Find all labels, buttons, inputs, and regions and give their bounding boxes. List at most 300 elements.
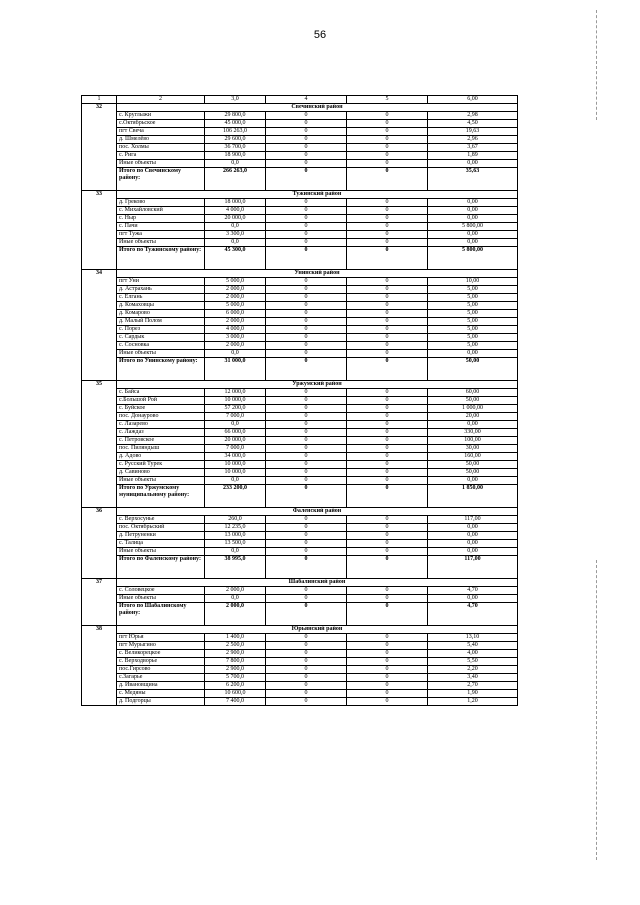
value-cell: 50,00 xyxy=(428,397,518,405)
value-cell: 0 xyxy=(347,516,428,524)
total-value: 38 995,0 xyxy=(205,556,266,579)
table-row xyxy=(82,634,518,642)
value-cell: 0 xyxy=(266,477,347,485)
table-row xyxy=(82,152,518,160)
value-cell: 5,00 xyxy=(428,326,518,334)
value-cell: 0 xyxy=(266,160,347,168)
district-number: 37 xyxy=(82,579,117,626)
settlement-name: с. Пачи xyxy=(117,223,205,231)
total-value: 31 000,0 xyxy=(205,358,266,381)
value-cell: 0 xyxy=(266,540,347,548)
table-row xyxy=(82,334,518,342)
value-cell: 0 xyxy=(347,239,428,247)
value-cell: 5,00 xyxy=(428,302,518,310)
total-value: 0 xyxy=(347,168,428,191)
value-cell: 0 xyxy=(266,302,347,310)
value-cell: 0 xyxy=(347,642,428,650)
settlement-name: с. Медяны xyxy=(117,690,205,698)
value-cell: 30,00 xyxy=(428,445,518,453)
value-cell: 13 000,0 xyxy=(205,532,266,540)
value-cell: 0 xyxy=(347,587,428,595)
table-row xyxy=(82,215,518,223)
district-name: Шабалинский район xyxy=(117,579,518,587)
value-cell: 1 400,0 xyxy=(205,634,266,642)
settlement-name: д. Подгорцы xyxy=(117,698,205,706)
value-cell: 0 xyxy=(266,278,347,286)
total-value: 2 000,0 xyxy=(205,603,266,626)
table-row xyxy=(82,350,518,358)
settlement-name: с. Сосновка xyxy=(117,342,205,350)
table-row xyxy=(82,136,518,144)
value-cell: 0,00 xyxy=(428,231,518,239)
table-row xyxy=(82,128,518,136)
value-cell: 3,40 xyxy=(428,674,518,682)
value-cell: 0 xyxy=(347,453,428,461)
value-cell: 34 000,0 xyxy=(205,453,266,461)
table-row xyxy=(82,445,518,453)
value-cell: 1,20 xyxy=(428,698,518,706)
value-cell: 0 xyxy=(347,286,428,294)
value-cell: 5,00 xyxy=(428,334,518,342)
table-row xyxy=(82,650,518,658)
total-label: Итого по Фаленскому району: xyxy=(117,556,205,579)
value-cell: 0 xyxy=(266,128,347,136)
district-name: Юрьянский район xyxy=(117,626,518,634)
district-header-row xyxy=(82,191,518,199)
value-cell: 2,20 xyxy=(428,666,518,674)
value-cell: 0 xyxy=(347,397,428,405)
district-header-row xyxy=(82,381,518,389)
table-row xyxy=(82,642,518,650)
value-cell: 1,90 xyxy=(428,690,518,698)
value-cell: 0 xyxy=(347,389,428,397)
table-row xyxy=(82,286,518,294)
value-cell: 5,40 xyxy=(428,642,518,650)
total-value: 0 xyxy=(266,556,347,579)
value-cell: 2,96 xyxy=(428,136,518,144)
value-cell: 0 xyxy=(347,160,428,168)
table-row xyxy=(82,587,518,595)
district-total-row xyxy=(82,247,518,270)
value-cell: 2 500,0 xyxy=(205,642,266,650)
column-header: 2 xyxy=(117,96,205,104)
table-row xyxy=(82,548,518,556)
total-value: 0 xyxy=(266,485,347,508)
value-cell: 0 xyxy=(266,231,347,239)
settlement-name: Иные объекты xyxy=(117,477,205,485)
value-cell: 0,00 xyxy=(428,540,518,548)
total-label: Итого по Уржумскому муниципальному району: xyxy=(117,485,205,508)
value-cell: 4,50 xyxy=(428,120,518,128)
value-cell: 0 xyxy=(347,342,428,350)
district-objects-table xyxy=(81,95,518,706)
value-cell: 20 000,0 xyxy=(205,437,266,445)
table-row xyxy=(82,532,518,540)
total-label: Итого по Шабалинскому району: xyxy=(117,603,205,626)
value-cell: 0 xyxy=(347,469,428,477)
settlement-name: д. Савиново xyxy=(117,469,205,477)
table-row xyxy=(82,318,518,326)
value-cell: 2,98 xyxy=(428,112,518,120)
settlement-name: пос. Октябрьский xyxy=(117,524,205,532)
value-cell: 0 xyxy=(266,682,347,690)
value-cell: 160,00 xyxy=(428,453,518,461)
total-value: 5 800,00 xyxy=(428,247,518,270)
value-cell: 20,00 xyxy=(428,413,518,421)
table-row xyxy=(82,397,518,405)
total-label: Итого по Тужинскому району: xyxy=(117,247,205,270)
value-cell: 10,00 xyxy=(428,278,518,286)
value-cell: 3,67 xyxy=(428,144,518,152)
value-cell: 0,00 xyxy=(428,548,518,556)
value-cell: 0 xyxy=(347,595,428,603)
value-cell: 0 xyxy=(266,413,347,421)
value-cell: 0 xyxy=(266,595,347,603)
district-total-row xyxy=(82,603,518,626)
page-number: 56 xyxy=(313,29,327,41)
total-value: 233 200,0 xyxy=(205,485,266,508)
district-number: 34 xyxy=(82,270,117,381)
settlement-name: пос. Холмы xyxy=(117,144,205,152)
value-cell: 18 900,0 xyxy=(205,152,266,160)
district-name: Тужинский район xyxy=(117,191,518,199)
total-value: 0 xyxy=(266,247,347,270)
value-cell: 0 xyxy=(347,477,428,485)
value-cell: 4 000,0 xyxy=(205,326,266,334)
table-row xyxy=(82,199,518,207)
table-row xyxy=(82,540,518,548)
value-cell: 0 xyxy=(266,658,347,666)
value-cell: 5,50 xyxy=(428,658,518,666)
district-number: 38 xyxy=(82,626,117,706)
value-cell: 2 000,0 xyxy=(205,587,266,595)
settlement-name: д. Адово xyxy=(117,453,205,461)
value-cell: 12 235,0 xyxy=(205,524,266,532)
value-cell: 0 xyxy=(266,342,347,350)
value-cell: 0 xyxy=(347,318,428,326)
table-row xyxy=(82,666,518,674)
value-cell: 7 400,0 xyxy=(205,698,266,706)
value-cell: 0,00 xyxy=(428,199,518,207)
value-cell: 0,0 xyxy=(205,350,266,358)
value-cell: 0 xyxy=(347,461,428,469)
table-row xyxy=(82,658,518,666)
value-cell: 0 xyxy=(347,302,428,310)
value-cell: 0,0 xyxy=(205,160,266,168)
value-cell: 0 xyxy=(347,548,428,556)
total-value: 45 300,0 xyxy=(205,247,266,270)
value-cell: 0,0 xyxy=(205,595,266,603)
column-number-row xyxy=(82,96,518,104)
district-header-row xyxy=(82,270,518,278)
value-cell: 0 xyxy=(266,389,347,397)
value-cell: 0 xyxy=(266,318,347,326)
district-total-row xyxy=(82,485,518,508)
value-cell: 0,00 xyxy=(428,477,518,485)
settlement-name: с. Лазарево xyxy=(117,421,205,429)
table-row xyxy=(82,698,518,706)
settlement-name: с. Петровское xyxy=(117,437,205,445)
total-value: 0 xyxy=(266,358,347,381)
district-header-row xyxy=(82,508,518,516)
value-cell: 0 xyxy=(347,532,428,540)
value-cell: 0 xyxy=(266,437,347,445)
column-header: 6,00 xyxy=(428,96,518,104)
settlement-name: д. Комаховцы xyxy=(117,302,205,310)
settlement-name: с. Ныр xyxy=(117,215,205,223)
value-cell: 0 xyxy=(347,310,428,318)
value-cell: 0,00 xyxy=(428,595,518,603)
value-cell: 0 xyxy=(347,199,428,207)
value-cell: 0 xyxy=(347,215,428,223)
total-value: 266 263,0 xyxy=(205,168,266,191)
total-label: Итого по Унинскому району: xyxy=(117,358,205,381)
value-cell: 0 xyxy=(347,437,428,445)
value-cell: 1,89 xyxy=(428,152,518,160)
district-name: Фаленский район xyxy=(117,508,518,516)
settlement-name: Иные объекты xyxy=(117,595,205,603)
settlement-name: с.Большой Рой xyxy=(117,397,205,405)
value-cell: 0 xyxy=(266,144,347,152)
value-cell: 20 000,0 xyxy=(205,215,266,223)
table-row xyxy=(82,112,518,120)
table-row xyxy=(82,342,518,350)
value-cell: 4 000,0 xyxy=(205,207,266,215)
total-value: 4,70 xyxy=(428,603,518,626)
value-cell: 0 xyxy=(266,152,347,160)
value-cell: 2,70 xyxy=(428,682,518,690)
settlement-name: д. Малый Полом xyxy=(117,318,205,326)
total-value: 50,00 xyxy=(428,358,518,381)
table-row xyxy=(82,405,518,413)
value-cell: 57 200,0 xyxy=(205,405,266,413)
value-cell: 0 xyxy=(266,294,347,302)
settlement-name: пос. Донаурово xyxy=(117,413,205,421)
value-cell: 5 000,0 xyxy=(205,278,266,286)
value-cell: 7 800,0 xyxy=(205,658,266,666)
value-cell: 0,00 xyxy=(428,350,518,358)
table-row xyxy=(82,477,518,485)
total-value: 0 xyxy=(347,485,428,508)
value-cell: 0 xyxy=(266,516,347,524)
settlement-name: с. Русский Турек xyxy=(117,461,205,469)
value-cell: 10 000,0 xyxy=(205,461,266,469)
settlement-name: Иные объекты xyxy=(117,350,205,358)
value-cell: 106 263,0 xyxy=(205,128,266,136)
value-cell: 0 xyxy=(347,136,428,144)
settlement-name: пгт Мурыгино xyxy=(117,642,205,650)
table-row xyxy=(82,294,518,302)
table-row xyxy=(82,421,518,429)
value-cell: 0 xyxy=(266,674,347,682)
value-cell: 0 xyxy=(266,136,347,144)
column-header: 1 xyxy=(82,96,117,104)
table-row xyxy=(82,674,518,682)
settlement-name: с. Великорецкое xyxy=(117,650,205,658)
value-cell: 2 900,0 xyxy=(205,650,266,658)
value-cell: 2 000,0 xyxy=(205,318,266,326)
settlement-name: Иные объекты xyxy=(117,239,205,247)
value-cell: 0,00 xyxy=(428,207,518,215)
value-cell: 6 000,0 xyxy=(205,310,266,318)
value-cell: 330,00 xyxy=(428,429,518,437)
value-cell: 0 xyxy=(347,445,428,453)
settlement-name: с. Лаждаз xyxy=(117,429,205,437)
value-cell: 0 xyxy=(266,690,347,698)
table-row xyxy=(82,429,518,437)
district-number: 33 xyxy=(82,191,117,270)
table-row xyxy=(82,461,518,469)
settlement-name: с. Михайловский xyxy=(117,207,205,215)
settlement-name: д. Комарово xyxy=(117,310,205,318)
settlement-name: с. Круглыжи xyxy=(117,112,205,120)
table-row xyxy=(82,437,518,445)
district-total-row xyxy=(82,556,518,579)
value-cell: 50,00 xyxy=(428,469,518,477)
value-cell: 0 xyxy=(347,128,428,136)
value-cell: 36 700,0 xyxy=(205,144,266,152)
value-cell: 0 xyxy=(347,112,428,120)
value-cell: 66 000,0 xyxy=(205,429,266,437)
value-cell: 5,00 xyxy=(428,342,518,350)
value-cell: 0 xyxy=(266,587,347,595)
value-cell: 0 xyxy=(347,152,428,160)
value-cell: 0 xyxy=(347,666,428,674)
value-cell: 0 xyxy=(347,682,428,690)
value-cell: 0,0 xyxy=(205,239,266,247)
value-cell: 0,0 xyxy=(205,421,266,429)
value-cell: 0 xyxy=(266,532,347,540)
table-row xyxy=(82,223,518,231)
total-value: 0 xyxy=(266,168,347,191)
value-cell: 5 700,0 xyxy=(205,674,266,682)
value-cell: 0 xyxy=(266,650,347,658)
table-row xyxy=(82,595,518,603)
value-cell: 0 xyxy=(266,634,347,642)
settlement-name: д. Греково xyxy=(117,199,205,207)
value-cell: 50,00 xyxy=(428,461,518,469)
value-cell: 0 xyxy=(347,334,428,342)
table-row xyxy=(82,524,518,532)
value-cell: 0 xyxy=(266,334,347,342)
settlement-name: д. Шмелёво xyxy=(117,136,205,144)
settlement-name: с. Сардык xyxy=(117,334,205,342)
value-cell: 3 300,0 xyxy=(205,231,266,239)
table-row xyxy=(82,690,518,698)
district-total-row xyxy=(82,168,518,191)
value-cell: 0 xyxy=(347,658,428,666)
district-header-row xyxy=(82,626,518,634)
value-cell: 13 500,0 xyxy=(205,540,266,548)
value-cell: 7 000,0 xyxy=(205,413,266,421)
table-row xyxy=(82,326,518,334)
settlement-name: с.Загарье xyxy=(117,674,205,682)
total-value: 1 850,00 xyxy=(428,485,518,508)
value-cell: 18 000,0 xyxy=(205,199,266,207)
settlement-name: Иные объекты xyxy=(117,160,205,168)
value-cell: 45 000,0 xyxy=(205,120,266,128)
scan-edge-mark xyxy=(596,10,597,120)
value-cell: 0 xyxy=(266,223,347,231)
table-row xyxy=(82,120,518,128)
table-row xyxy=(82,278,518,286)
value-cell: 5,00 xyxy=(428,294,518,302)
value-cell: 0 xyxy=(347,421,428,429)
settlement-name: с. Порез xyxy=(117,326,205,334)
total-label: Итого по Свечинскому району: xyxy=(117,168,205,191)
value-cell: 0 xyxy=(266,524,347,532)
value-cell: 5,00 xyxy=(428,318,518,326)
district-name: Уржумский район xyxy=(117,381,518,389)
settlement-name: с. Рига xyxy=(117,152,205,160)
value-cell: 0 xyxy=(266,350,347,358)
value-cell: 0,0 xyxy=(205,548,266,556)
value-cell: 60,00 xyxy=(428,389,518,397)
value-cell: 5 000,0 xyxy=(205,302,266,310)
value-cell: 0 xyxy=(347,524,428,532)
value-cell: 4,00 xyxy=(428,650,518,658)
value-cell: 0 xyxy=(347,540,428,548)
column-header: 5 xyxy=(347,96,428,104)
table-row xyxy=(82,413,518,421)
total-value: 0 xyxy=(347,247,428,270)
settlement-name: с. Елгань xyxy=(117,294,205,302)
scan-edge-mark xyxy=(596,560,597,860)
settlement-name: пгт Тужа xyxy=(117,231,205,239)
value-cell: 0 xyxy=(266,453,347,461)
settlement-name: Иные объекты xyxy=(117,548,205,556)
value-cell: 0 xyxy=(266,469,347,477)
value-cell: 0 xyxy=(347,405,428,413)
value-cell: 5 800,00 xyxy=(428,223,518,231)
district-total-row xyxy=(82,358,518,381)
value-cell: 0 xyxy=(266,120,347,128)
value-cell: 0 xyxy=(347,413,428,421)
value-cell: 5,00 xyxy=(428,310,518,318)
value-cell: 0 xyxy=(347,278,428,286)
value-cell: 0 xyxy=(266,112,347,120)
table-row xyxy=(82,310,518,318)
value-cell: 0 xyxy=(347,674,428,682)
value-cell: 29 800,0 xyxy=(205,112,266,120)
table-row xyxy=(82,682,518,690)
settlement-name: с. Буйское xyxy=(117,405,205,413)
district-number: 36 xyxy=(82,508,117,579)
settlement-name: пос. Пиляндыш xyxy=(117,445,205,453)
value-cell: 0,0 xyxy=(205,477,266,485)
value-cell: 0 xyxy=(266,445,347,453)
table-row xyxy=(82,516,518,524)
value-cell: 0 xyxy=(266,199,347,207)
value-cell: 0 xyxy=(266,207,347,215)
value-cell: 0 xyxy=(266,429,347,437)
settlement-name: с. Талица xyxy=(117,540,205,548)
table-row xyxy=(82,469,518,477)
value-cell: 0 xyxy=(347,207,428,215)
table-row xyxy=(82,453,518,461)
value-cell: 4,70 xyxy=(428,587,518,595)
value-cell: 0 xyxy=(266,239,347,247)
total-value: 0 xyxy=(347,358,428,381)
value-cell: 0,00 xyxy=(428,532,518,540)
value-cell: 2 000,0 xyxy=(205,294,266,302)
value-cell: 7 000,0 xyxy=(205,445,266,453)
settlement-name: с. Соловецкое xyxy=(117,587,205,595)
table-row xyxy=(82,160,518,168)
district-number: 32 xyxy=(82,104,117,191)
value-cell: 0 xyxy=(347,231,428,239)
value-cell: 5,00 xyxy=(428,286,518,294)
